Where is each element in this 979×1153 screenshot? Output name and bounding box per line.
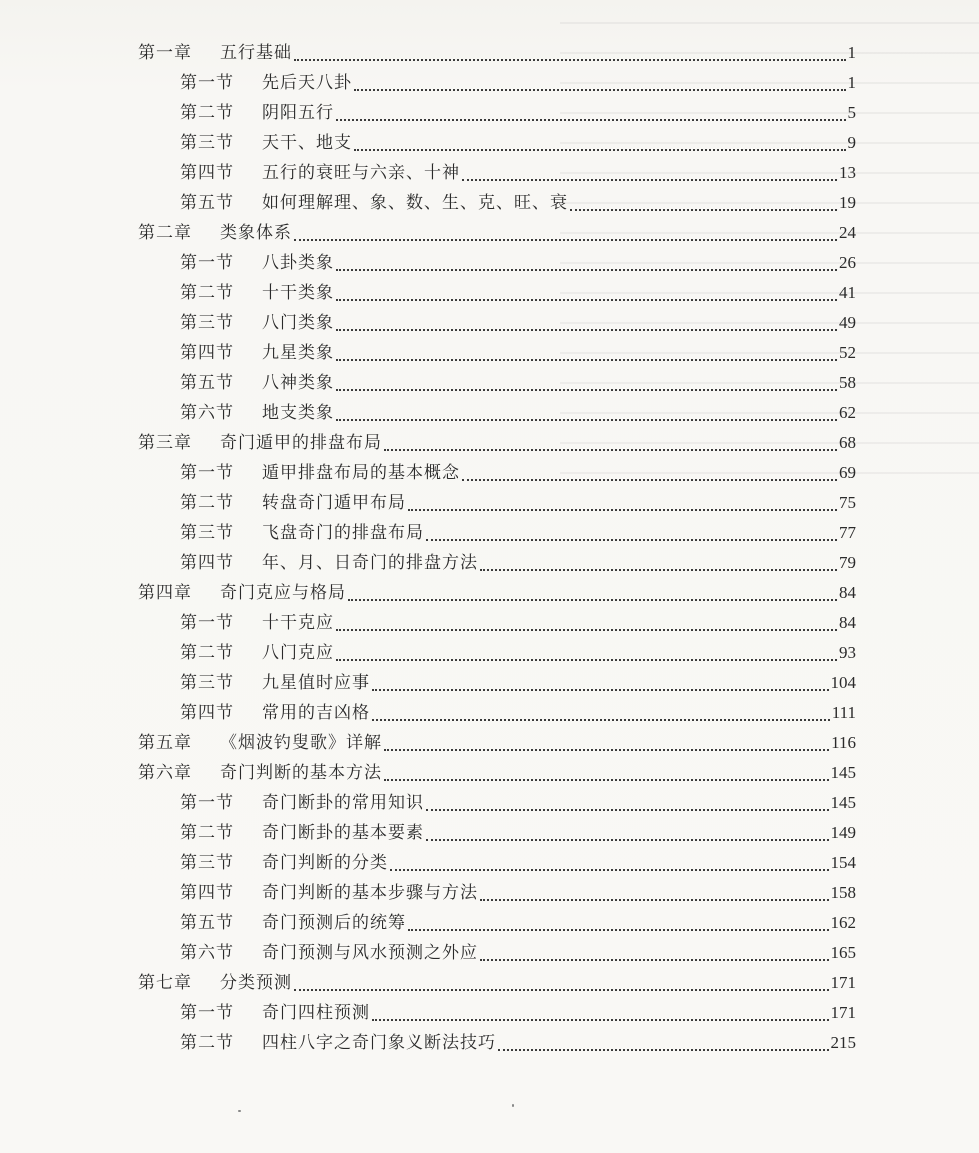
entry-page-number: 77 <box>839 523 856 542</box>
toc-chapter-entry[interactable] <box>138 968 856 998</box>
entry-title: 四柱八字之奇门象义断法技巧 <box>262 1033 496 1053</box>
toc-section-entry[interactable] <box>138 338 856 368</box>
dot-leader <box>426 809 829 811</box>
entry-number: 第一节 <box>180 253 234 273</box>
entry-page-number: 84 <box>839 583 856 602</box>
entry-number: 第七章 <box>138 973 192 993</box>
toc-section-entry[interactable] <box>138 308 856 338</box>
entry-page-number: 24 <box>839 223 856 242</box>
toc-chapter-entry[interactable] <box>138 758 856 788</box>
entry-page-number: 165 <box>830 943 856 962</box>
entry-title: 十干克应 <box>262 613 334 633</box>
toc-chapter-entry[interactable] <box>138 38 856 68</box>
entry-page-number: 171 <box>830 973 856 992</box>
entry-title: 八门克应 <box>262 643 334 663</box>
entry-number: 第一节 <box>180 793 234 813</box>
entry-number: 第五节 <box>180 373 234 393</box>
entry-title: 五行基础 <box>220 43 292 63</box>
toc-section-entry[interactable] <box>138 158 856 188</box>
entry-page-number: 9 <box>847 133 856 152</box>
entry-number: 第四节 <box>180 883 234 903</box>
entry-number: 第一节 <box>180 1003 234 1023</box>
entry-number: 第一节 <box>180 73 234 93</box>
dot-leader <box>390 869 829 871</box>
toc-section-entry[interactable] <box>138 188 856 218</box>
toc-section-entry[interactable] <box>138 68 856 98</box>
entry-title: 八神类象 <box>262 373 334 393</box>
toc-section-entry[interactable] <box>138 1028 856 1058</box>
entry-title: 如何理解理、象、数、生、克、旺、衰 <box>262 193 568 213</box>
entry-page-number: 149 <box>830 823 856 842</box>
entry-title: 奇门预测后的统筹 <box>262 913 406 933</box>
dot-leader <box>336 269 837 271</box>
entry-page-number: 171 <box>830 1003 856 1022</box>
entry-title: 阴阳五行 <box>262 103 334 123</box>
dot-leader <box>384 779 829 781</box>
dot-leader <box>336 359 837 361</box>
entry-title: 地支类象 <box>262 403 334 423</box>
toc-section-entry[interactable] <box>138 398 856 428</box>
entry-number: 第四节 <box>180 343 234 363</box>
entry-number: 第三节 <box>180 673 234 693</box>
toc-section-entry[interactable] <box>138 278 856 308</box>
entry-title: 五行的衰旺与六亲、十神 <box>262 163 460 183</box>
entry-number: 第三节 <box>180 313 234 333</box>
toc-section-entry[interactable] <box>138 548 856 578</box>
toc-section-entry[interactable] <box>138 248 856 278</box>
entry-number: 第二节 <box>180 1033 234 1053</box>
entry-title: 飞盘奇门的排盘布局 <box>262 523 424 543</box>
dot-leader <box>426 839 829 841</box>
entry-page-number: 79 <box>839 553 856 572</box>
dot-leader <box>372 1019 829 1021</box>
entry-page-number: 13 <box>839 163 856 182</box>
entry-number: 第四节 <box>180 553 234 573</box>
dot-leader <box>408 509 837 511</box>
entry-title: 《烟波钓叟歌》详解 <box>220 733 382 753</box>
dot-leader <box>462 179 837 181</box>
entry-number: 第三节 <box>180 133 234 153</box>
entry-number: 第四章 <box>138 583 192 603</box>
entry-page-number: 5 <box>847 103 856 122</box>
entry-title: 天干、地支 <box>262 133 352 153</box>
toc-section-entry[interactable] <box>138 98 856 128</box>
toc-chapter-entry[interactable] <box>138 428 856 458</box>
dot-leader <box>408 929 829 931</box>
entry-title: 奇门判断的分类 <box>262 853 388 873</box>
entry-number: 第二章 <box>138 223 192 243</box>
entry-page-number: 158 <box>830 883 856 902</box>
entry-number: 第六节 <box>180 943 234 963</box>
entry-number: 第二节 <box>180 493 234 513</box>
entry-number: 第二节 <box>180 283 234 303</box>
entry-number: 第一节 <box>180 613 234 633</box>
entry-number: 第三节 <box>180 523 234 543</box>
entry-page-number: 104 <box>830 673 856 692</box>
dot-leader <box>462 479 837 481</box>
entry-page-number: 145 <box>830 763 856 782</box>
entry-title: 奇门四柱预测 <box>262 1003 370 1023</box>
entry-title: 分类预测 <box>220 973 292 993</box>
toc-section-entry[interactable] <box>138 878 856 908</box>
entry-title: 类象体系 <box>220 223 292 243</box>
entry-page-number: 116 <box>831 733 856 752</box>
toc-section-entry[interactable] <box>138 908 856 938</box>
dot-leader <box>480 959 829 961</box>
toc-chapter-entry[interactable] <box>138 728 856 758</box>
entry-title: 常用的吉凶格 <box>262 703 370 723</box>
dot-leader <box>336 629 837 631</box>
dot-leader <box>336 329 837 331</box>
dot-leader <box>384 449 837 451</box>
dot-leader <box>354 149 846 151</box>
entry-number: 第六章 <box>138 763 192 783</box>
entry-title: 奇门克应与格局 <box>220 583 346 603</box>
entry-page-number: 162 <box>830 913 856 932</box>
entry-page-number: 68 <box>839 433 856 452</box>
entry-page-number: 145 <box>830 793 856 812</box>
dot-leader <box>426 539 837 541</box>
toc-section-entry[interactable] <box>138 518 856 548</box>
dot-leader <box>498 1049 829 1051</box>
entry-number: 第六节 <box>180 403 234 423</box>
entry-page-number: 84 <box>839 613 856 632</box>
entry-title: 奇门断卦的基本要素 <box>262 823 424 843</box>
toc-chapter-entry[interactable] <box>138 218 856 248</box>
dot-leader <box>336 299 837 301</box>
toc-section-entry[interactable] <box>138 668 856 698</box>
entry-title: 十干类象 <box>262 283 334 303</box>
dot-leader <box>570 209 837 211</box>
toc-section-entry[interactable] <box>138 458 856 488</box>
entry-page-number: 49 <box>839 313 856 332</box>
toc-section-entry[interactable] <box>138 368 856 398</box>
entry-title: 八卦类象 <box>262 253 334 273</box>
entry-page-number: 154 <box>830 853 856 872</box>
entry-number: 第二节 <box>180 643 234 663</box>
toc-section-entry[interactable] <box>138 818 856 848</box>
entry-title: 遁甲排盘布局的基本概念 <box>262 463 460 483</box>
toc-section-entry[interactable] <box>138 998 856 1028</box>
toc-section-entry[interactable] <box>138 128 856 158</box>
entry-page-number: 62 <box>839 403 856 422</box>
entry-number: 第二节 <box>180 823 234 843</box>
entry-number: 第五节 <box>180 913 234 933</box>
entry-number: 第一章 <box>138 43 192 63</box>
entry-number: 第四节 <box>180 163 234 183</box>
entry-page-number: 215 <box>830 1033 856 1052</box>
entry-page-number: 111 <box>831 703 856 722</box>
toc-section-entry[interactable] <box>138 608 856 638</box>
entry-title: 年、月、日奇门的排盘方法 <box>262 553 478 573</box>
toc-chapter-entry[interactable] <box>138 578 856 608</box>
toc-section-entry[interactable] <box>138 638 856 668</box>
table-of-contents <box>138 38 856 1058</box>
dot-leader <box>336 119 846 121</box>
entry-number: 第四节 <box>180 703 234 723</box>
entry-title: 转盘奇门遁甲布局 <box>262 493 406 513</box>
paper-speck <box>512 1104 514 1107</box>
entry-page-number: 41 <box>839 283 856 302</box>
dot-leader <box>294 59 846 61</box>
dot-leader <box>294 239 837 241</box>
toc-section-entry[interactable] <box>138 848 856 878</box>
toc-section-entry[interactable] <box>138 788 856 818</box>
dot-leader <box>480 569 837 571</box>
dot-leader <box>384 749 829 751</box>
dot-leader <box>336 389 837 391</box>
dot-leader <box>348 599 837 601</box>
entry-number: 第一节 <box>180 463 234 483</box>
dot-leader <box>354 89 846 91</box>
dot-leader <box>336 659 837 661</box>
entry-title: 奇门遁甲的排盘布局 <box>220 433 382 453</box>
entry-page-number: 69 <box>839 463 856 482</box>
entry-title: 九星值时应事 <box>262 673 370 693</box>
entry-page-number: 58 <box>839 373 856 392</box>
entry-number: 第五章 <box>138 733 192 753</box>
entry-page-number: 1 <box>847 73 856 92</box>
paper-speck <box>238 1110 241 1112</box>
dot-leader <box>294 989 829 991</box>
entry-page-number: 19 <box>839 193 856 212</box>
entry-title: 奇门判断的基本步骤与方法 <box>262 883 478 903</box>
toc-section-entry[interactable] <box>138 938 856 968</box>
entry-page-number: 26 <box>839 253 856 272</box>
entry-page-number: 93 <box>839 643 856 662</box>
dot-leader <box>372 689 829 691</box>
entry-number: 第五节 <box>180 193 234 213</box>
dot-leader <box>336 419 837 421</box>
entry-title: 奇门断卦的常用知识 <box>262 793 424 813</box>
entry-title: 奇门判断的基本方法 <box>220 763 382 783</box>
entry-number: 第三章 <box>138 433 192 453</box>
dot-leader <box>480 899 829 901</box>
entry-page-number: 1 <box>847 43 856 62</box>
entry-page-number: 52 <box>839 343 856 362</box>
toc-section-entry[interactable] <box>138 698 856 728</box>
entry-page-number: 75 <box>839 493 856 512</box>
dot-leader <box>372 719 830 721</box>
entry-title: 先后天八卦 <box>262 73 352 93</box>
toc-section-entry[interactable] <box>138 488 856 518</box>
entry-title: 八门类象 <box>262 313 334 333</box>
entry-number: 第三节 <box>180 853 234 873</box>
entry-number: 第二节 <box>180 103 234 123</box>
entry-title: 九星类象 <box>262 343 334 363</box>
entry-title: 奇门预测与风水预测之外应 <box>262 943 478 963</box>
